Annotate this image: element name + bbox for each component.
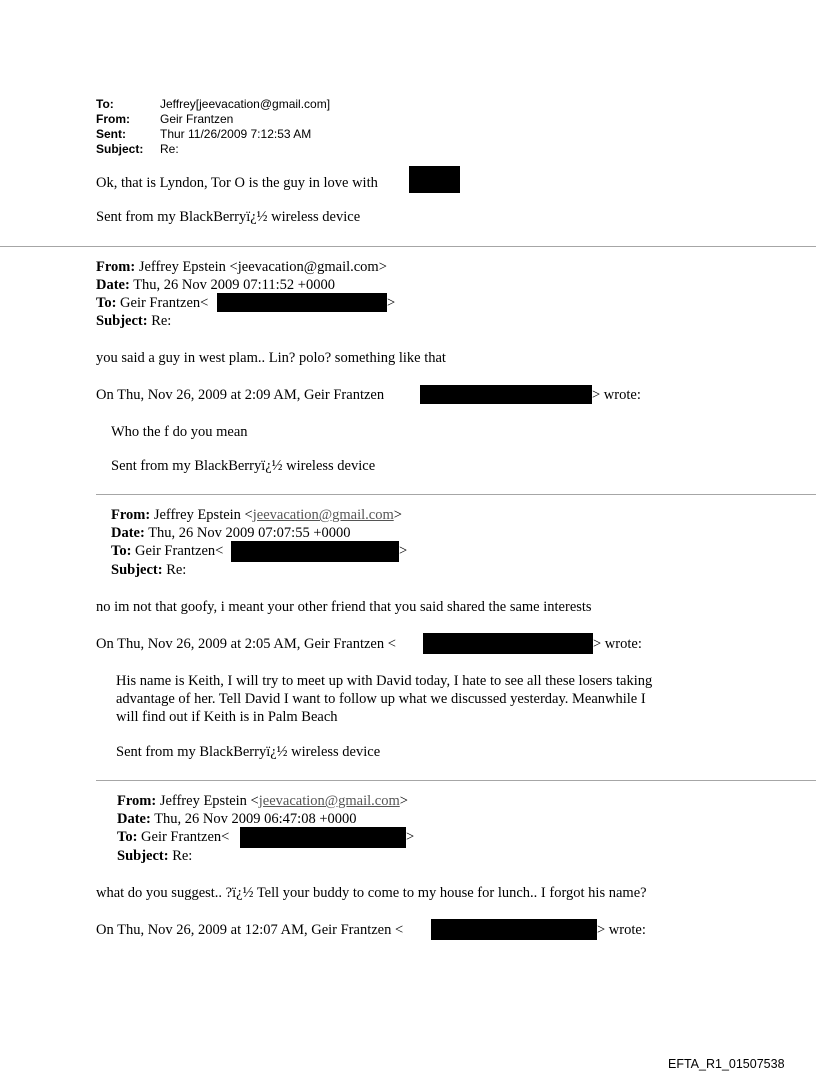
block2-date-row: [96, 276, 335, 294]
header-subject-row: [96, 142, 179, 157]
block2-quote-prefix: On Thu, Nov 26, 2009 at 2:09 AM, Geir Frantzen: [96, 387, 385, 403]
header-to-row: [96, 97, 330, 112]
block3-subject-label: Subject:: [111, 562, 163, 578]
block4-date-row: [117, 810, 357, 828]
block3-quoted-line-2: advantage of her. Tell David I want to follow up what we discussed yesterday. Meanwhile I: [116, 691, 646, 707]
block2-to-label: To:: [96, 295, 117, 311]
redaction-box: [217, 293, 387, 312]
block2-subject-row: [96, 312, 171, 330]
block4-body: what do you suggest.. ?ï¿½ Tell your buddy to come to my house for lunch.. I forgot his name?: [96, 885, 647, 901]
block4-subject-row: [117, 847, 192, 865]
block4-subject-value: Re:: [172, 848, 193, 864]
block2-quoted-body: Who the f do you mean: [111, 424, 248, 440]
block3-to-label: To:: [111, 543, 132, 559]
redaction-box: [231, 541, 399, 562]
block2-subject-value: Re:: [151, 313, 172, 329]
block2-date-label: Date:: [96, 277, 130, 293]
block3-quoted-line-3: will find out if Keith is in Palm Beach: [116, 709, 338, 725]
block4-quote-prefix: On Thu, Nov 26, 2009 at 12:07 AM, Geir Frantzen <: [96, 922, 404, 938]
block3-from-row: [111, 506, 402, 524]
block4-subject-label: Subject:: [117, 848, 169, 864]
block3-to-value: Geir Frantzen<: [135, 543, 224, 559]
document-id: EFTA_R1_01507538: [668, 1057, 785, 1071]
block4-from-name: Jeffrey Epstein <: [159, 793, 259, 809]
block3-subject-value: Re:: [166, 562, 187, 578]
block3-from-close: >: [393, 507, 402, 523]
redaction-box: [423, 633, 593, 654]
block2-from-row: [96, 258, 387, 276]
block3-from-name: Jeffrey Epstein <: [153, 507, 253, 523]
block3-date-value: Thu, 26 Nov 2009 07:07:55 +0000: [148, 525, 351, 541]
separator-rule: [96, 780, 816, 781]
msg1-signature: Sent from my BlackBerryï¿½ wireless device: [96, 209, 361, 225]
block4-to-row: [117, 828, 229, 846]
header-sent-label: Sent:: [96, 127, 126, 141]
msg1-body: Ok, that is Lyndon, Tor O is the guy in love with: [96, 175, 378, 191]
redaction-box: [420, 385, 592, 404]
block3-quoted-line-1: His name is Keith, I will try to meet up with David today, I hate to see all these losers taking: [116, 673, 653, 689]
header-to-label: To:: [96, 97, 114, 111]
block3-subject-row: [111, 561, 186, 579]
block4-to-suffix: >: [406, 829, 415, 845]
separator-rule: [96, 494, 816, 495]
redaction-box: [240, 827, 406, 848]
header-sent-row: [96, 127, 311, 142]
block4-to-value: Geir Frantzen<: [141, 829, 230, 845]
block2-quoted-signature: Sent from my BlackBerryï¿½ wireless device: [111, 458, 376, 474]
block4-from-close: >: [399, 793, 408, 809]
header-subject-label: Subject:: [96, 142, 144, 156]
block4-date-label: Date:: [117, 811, 151, 827]
block2-quote-suffix: > wrote:: [592, 387, 641, 403]
block3-quote-suffix: > wrote:: [593, 636, 642, 652]
block3-to-suffix: >: [399, 543, 408, 559]
block3-date-label: Date:: [111, 525, 145, 541]
block3-to-row: [111, 542, 223, 560]
header-from-row: [96, 112, 233, 127]
block3-email-link[interactable]: jeevacation@gmail.com: [252, 507, 394, 523]
block4-quote-suffix: > wrote:: [597, 922, 646, 938]
block3-date-row: [111, 524, 351, 542]
block2-to-value: Geir Frantzen<: [120, 295, 209, 311]
block4-date-value: Thu, 26 Nov 2009 06:47:08 +0000: [154, 811, 357, 827]
block2-from-label: From:: [96, 259, 136, 275]
block4-from-label: From:: [117, 793, 157, 809]
block3-quote-prefix: On Thu, Nov 26, 2009 at 2:05 AM, Geir Frantzen <: [96, 636, 396, 652]
block3-body: no im not that goofy, i meant your other friend that you said shared the same interests: [96, 599, 592, 615]
redaction-box: [431, 919, 597, 940]
block2-date-value: Thu, 26 Nov 2009 07:11:52 +0000: [133, 277, 335, 293]
header-subject-value: Re:: [160, 142, 179, 156]
header-from-value: Geir Frantzen: [160, 112, 234, 126]
block3-from-label: From:: [111, 507, 151, 523]
block2-body: you said a guy in west plam.. Lin? polo? something like that: [96, 350, 446, 366]
block3-quoted-signature: Sent from my BlackBerryï¿½ wireless device: [116, 744, 381, 760]
redaction-box: [409, 166, 460, 193]
block2-to-suffix: >: [387, 295, 396, 311]
block2-subject-label: Subject:: [96, 313, 148, 329]
header-from-label: From:: [96, 112, 130, 126]
block2-from-value: Jeffrey Epstein <jeevacation@gmail.com>: [138, 259, 387, 275]
block2-to-row: [96, 294, 208, 312]
header-sent-value: Thur 11/26/2009 7:12:53 AM: [160, 127, 312, 141]
block4-email-link[interactable]: jeevacation@gmail.com: [258, 793, 400, 809]
block4-to-label: To:: [117, 829, 138, 845]
block4-from-row: [117, 792, 408, 810]
header-to-value: Jeffrey[jeevacation@gmail.com]: [160, 97, 331, 111]
separator-rule: [0, 246, 816, 247]
